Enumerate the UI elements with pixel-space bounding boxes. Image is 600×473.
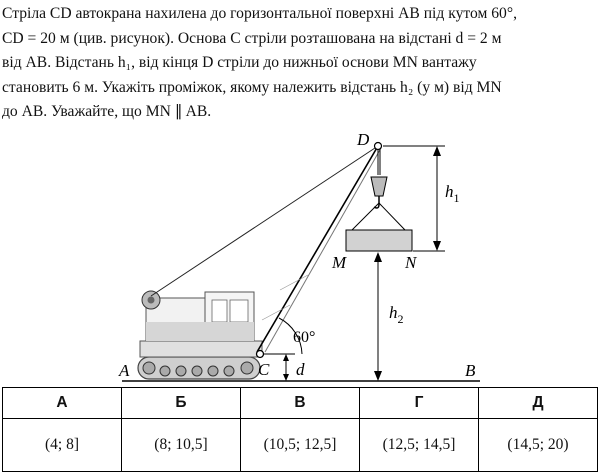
support-cable [151, 146, 378, 296]
answer-header-d: Д [479, 388, 598, 419]
label-m: M [332, 253, 347, 272]
load-block [346, 230, 412, 251]
answer-option-d[interactable]: (14,5; 20) [479, 419, 598, 472]
hook-assembly [352, 149, 405, 230]
problem-line-1: Стріла CD автокрана нахилена до горизонтальної поверхні AB під кутом 60°, [2, 5, 517, 22]
answer-option-a[interactable]: (4; 8] [3, 419, 122, 472]
point-c [257, 351, 264, 358]
label-d-distance: d [296, 360, 305, 379]
answer-header-g: Г [360, 388, 479, 419]
label-a: A [119, 361, 130, 380]
label-n: N [405, 253, 417, 272]
answer-option-g[interactable]: (12,5; 14,5] [360, 419, 479, 472]
problem-line-3: від AB. Відстань h₁, від кінця D стріли до нижньої основи MN вантажу [2, 54, 477, 72]
answer-header-a: А [3, 388, 122, 419]
crawler-track [138, 357, 260, 379]
crane-body [140, 291, 262, 357]
label-h2: $h_2$ [389, 303, 404, 326]
answer-header-row [3, 388, 598, 419]
problem-line-4: становить 6 м. Укажіть проміжок, якому належить відстань h₂ (у м) від MN [2, 78, 502, 96]
problem-line-2: CD = 20 м (цив. рисунок). Основа C стріли розташована на відстані d = 2 м [2, 29, 502, 47]
problem-line-5: до AB. Уважайте, що MN ∥ AB. [2, 103, 212, 121]
h2-dimension [374, 252, 382, 381]
answer-option-v[interactable]: (10,5; 12,5] [241, 419, 360, 472]
label-h1: $h_1$ [445, 182, 460, 205]
answer-option-b[interactable]: (8; 10,5] [122, 419, 241, 472]
label-b: B [465, 361, 476, 380]
boom-tip-pulley [375, 143, 382, 150]
answer-header-b: Б [122, 388, 241, 419]
label-angle: 60° [293, 329, 316, 346]
label-d-point: D [357, 130, 370, 149]
answer-values-row [3, 419, 598, 472]
answer-table [2, 387, 598, 472]
answer-header-v: В [241, 388, 360, 419]
label-c: C [258, 360, 270, 379]
